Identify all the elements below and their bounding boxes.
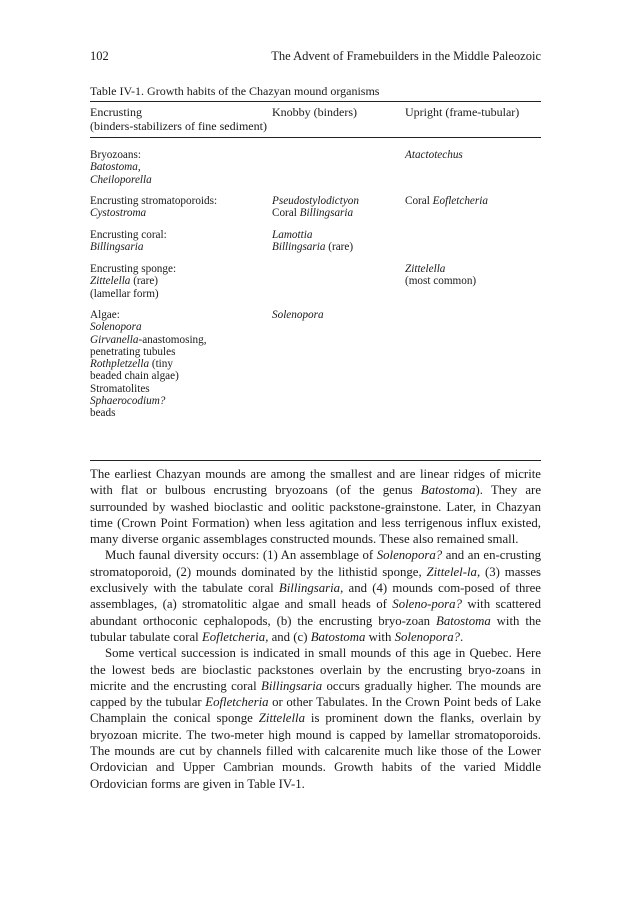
text-run: . bbox=[460, 629, 464, 644]
cell-line bbox=[90, 334, 268, 346]
text-run-italic: Solenopora? bbox=[376, 548, 443, 563]
text-run-italic: Eofletcheria bbox=[201, 629, 266, 644]
cell-line: Encrusting stromatoporoids: bbox=[90, 195, 218, 207]
text-run: or other Tabulates. In the Crown Point beds of Lake Champlain the conical sponge bbox=[90, 695, 542, 726]
text-run: is prominent down the flanks, overlain by bryozoan micrite. The two-meter high mound is capped by lamellar stromatoporoids. The mounds are cut by channels filled with calcarenite much like those of the Lower Ordovician and Upper Cambrian mounds. Growth habits of the varied Middle Ordovician forms are given in Table IV-1. bbox=[90, 711, 541, 791]
cell-line: (lamellar form) bbox=[90, 287, 159, 300]
cell-line: Billingsaria bbox=[90, 241, 144, 254]
cell-text: Eofletcheria bbox=[432, 195, 488, 207]
text-run-italic: Zittelel-la bbox=[426, 564, 477, 579]
paragraph-2 bbox=[90, 547, 541, 645]
text-run-italic: Zittelella bbox=[258, 711, 305, 726]
cell-line: Solenopora bbox=[90, 321, 142, 334]
table-cell-bryozoans-upright bbox=[405, 149, 541, 161]
cell-line: Bryozoans: bbox=[90, 149, 141, 161]
cell-line: beads bbox=[90, 407, 116, 420]
cell-text: Coral bbox=[272, 207, 300, 220]
table-cell-stromatoporoids-knobby bbox=[272, 195, 402, 220]
text-run-italic: Soleno-pora? bbox=[392, 597, 462, 612]
text-run: with the tubular tabulate coral bbox=[90, 613, 541, 644]
table-cell-stromatoporoids bbox=[90, 195, 268, 220]
text-run-italic: Batostoma bbox=[420, 483, 476, 498]
table-cell-bryozoans bbox=[90, 149, 268, 186]
table-caption: Table IV-1. Growth habits of the Chazyan mound organisms bbox=[90, 84, 380, 98]
column-header-encrusting bbox=[90, 105, 265, 133]
cell-line: Atactotechus bbox=[405, 149, 463, 161]
cell-line bbox=[405, 195, 541, 207]
text-run: with scattered abundant orthoconic cephalopods, (b) the encrusting bryo-zoan bbox=[90, 597, 542, 628]
cell-line: Pseudostylodictyon bbox=[272, 195, 359, 207]
cell-line: Encrusting coral: bbox=[90, 229, 167, 241]
body-text bbox=[90, 466, 541, 792]
text-run-italic: Eofletcheria bbox=[205, 695, 269, 710]
cell-line: Cheiloporella bbox=[90, 173, 152, 186]
cell-line: Encrusting sponge: bbox=[90, 263, 177, 275]
text-run-italic: Solenopora? bbox=[394, 629, 460, 644]
cell-line: Batostoma, bbox=[90, 161, 141, 174]
cell-line: Cystostroma bbox=[90, 207, 147, 220]
cell-text: Coral bbox=[405, 195, 433, 207]
text-run-italic: Billingsaria bbox=[278, 581, 341, 596]
text-run: The earliest Chazyan mounds are among the smallest and are linear ridges of micrite with flat or bulbous encrusting bryozoans (of the genus bbox=[90, 467, 541, 498]
paragraph-3 bbox=[90, 645, 541, 792]
cell-text: (tiny bbox=[149, 358, 173, 371]
cell-line bbox=[272, 241, 402, 253]
cell-text: (rare) bbox=[130, 275, 159, 288]
table-cell-sponge bbox=[90, 263, 268, 300]
cell-line: Algae: bbox=[90, 309, 120, 321]
cell-text: -anastomosing, bbox=[138, 333, 207, 346]
column-header-encrusting-subtitle: (binders-stabilizers of fine sediment) bbox=[90, 119, 267, 133]
paragraph-1 bbox=[90, 466, 541, 547]
table-top-rule bbox=[90, 101, 541, 102]
column-header-knobby: Knobby (binders) bbox=[272, 105, 357, 119]
table-cell-sponge-upright bbox=[405, 263, 541, 288]
cell-text: Billingsaria bbox=[299, 207, 354, 220]
cell-line bbox=[90, 358, 268, 370]
running-header bbox=[90, 49, 541, 65]
cell-text: (rare) bbox=[325, 241, 354, 254]
cell-line: penetrating tubules bbox=[90, 345, 176, 358]
table-header-rule bbox=[90, 137, 541, 138]
text-run: occurs gradually higher. The mounds are capped by the tubular bbox=[90, 678, 541, 710]
cell-text: Girvanella bbox=[90, 333, 139, 346]
text-run: ). They are surrounded by washed bioclastic and oolitic packstone-grainstone. Later, in Chazyan time (Crown Point Formation) when less agitation and less terrigenous influx existed, many diverse organic assemblages constructed mounds. These also remained small. bbox=[90, 483, 542, 547]
text-run: Much faunal diversity occurs: (1) An assemblage of bbox=[105, 548, 377, 563]
table-bottom-rule bbox=[90, 460, 541, 461]
cell-text: Zittelella bbox=[90, 275, 131, 288]
text-run-italic: Batostoma bbox=[310, 629, 366, 644]
table-cell-algae bbox=[90, 309, 268, 420]
running-title: The Advent of Framebuilders in the Middle Paleozoic bbox=[271, 49, 541, 63]
text-run: , and (c) bbox=[265, 629, 311, 644]
cell-line bbox=[272, 207, 402, 219]
cell-line: (most common) bbox=[405, 275, 477, 288]
cell-line: Lamottia bbox=[272, 229, 313, 241]
cell-line bbox=[90, 275, 268, 287]
text-run-italic: Billingsaria bbox=[261, 678, 323, 693]
cell-line: Stromatolites bbox=[90, 382, 150, 395]
text-run: Some vertical succession is indicated in small mounds of this age in Quebec. Here the lowest beds are bioclastic packstones overlain by the encrusting bryo-zoans in micrite and the encrusting coral bbox=[90, 646, 541, 693]
table-cell-coral-knobby bbox=[272, 229, 402, 254]
table-cell-algae-knobby bbox=[272, 309, 402, 321]
text-run: , and (4) mounds com-posed of three assemblages, (a) stromatolitic algae and small heads of bbox=[90, 581, 541, 612]
text-run-italic: Batostoma bbox=[436, 613, 491, 628]
text-run: and an en-crusting stromatoporoid, (2) mounds dominated by the lithistid sponge, bbox=[90, 548, 541, 579]
text-run: , (3) masses exclusively with the tabulate coral bbox=[90, 564, 541, 596]
cell-line: Zittelella bbox=[405, 263, 446, 275]
cell-text: Rothpletzella bbox=[90, 358, 150, 371]
cell-line: Sphaerocodium? bbox=[90, 395, 166, 408]
cell-line: beaded chain algae) bbox=[90, 370, 179, 383]
page-number: 102 bbox=[90, 49, 109, 63]
table-cell-coral bbox=[90, 229, 268, 254]
cell-line: Solenopora bbox=[272, 309, 324, 321]
table-cell-stromatoporoids-upright bbox=[405, 195, 541, 207]
text-run: with bbox=[365, 629, 395, 644]
column-header-encrusting-title: Encrusting bbox=[90, 105, 142, 119]
cell-text: Billingsaria bbox=[272, 241, 326, 254]
column-header-upright: Upright (frame-tubular) bbox=[405, 105, 520, 119]
